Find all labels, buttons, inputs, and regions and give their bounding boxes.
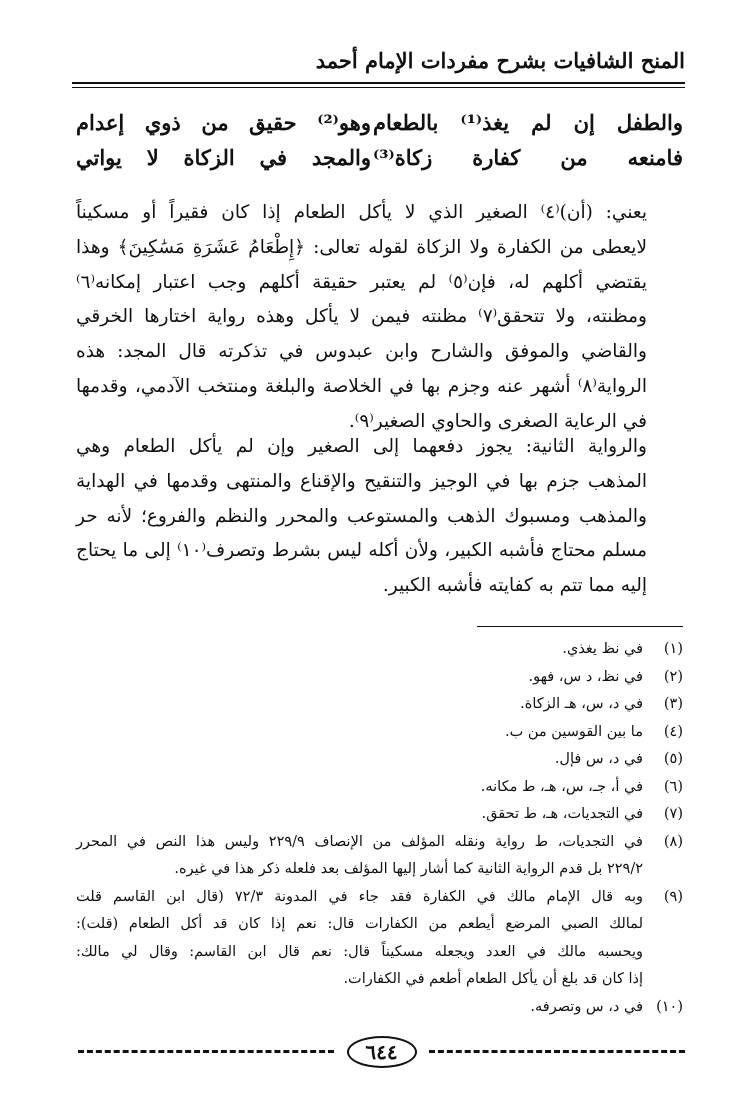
footnote-text: وبه قال الإمام مالك في الكفارة فقد جاء في المدونة ٧٢/٣ (قال ابن القاسم قلت xyxy=(76,888,643,905)
page-footer xyxy=(78,1036,685,1066)
text-line: يقتضي أكلهم له، فإن⁽٥⁾ لم يعتبر حقيقة أكلهم وجب اعتبار إمكانه⁽٦⁾ xyxy=(76,271,647,293)
footnote-text: في نظ، د س، فهو. xyxy=(528,668,643,685)
footnote-number: (٥) xyxy=(663,751,683,767)
footnote-number: (١٠) xyxy=(656,998,683,1015)
verse-hemistich-second: والمجد في الزكاة لا يواتي xyxy=(76,145,371,170)
footnote-number: (٦) xyxy=(663,778,683,795)
footnote xyxy=(76,636,683,664)
footnote xyxy=(76,774,683,802)
text-line: المذهب جزم بها في الوجيز والتنقيح والإقناع والمنتهى وقدمها في الهداية xyxy=(76,470,647,492)
text-line: إليه مما تتم به كفايته فأشبه الكبير. xyxy=(382,575,647,597)
footnote-number: (١) xyxy=(663,641,683,657)
footnote-text: في نظ يغذي. xyxy=(562,641,643,657)
footnotes xyxy=(76,636,683,1021)
footnote-number: (٤) xyxy=(663,723,683,740)
text-line: الرواية⁽٨⁾ أشهر عنه وجزم بها في الخلاصة والبلغة ومنتخب الآدمي، وقدمها xyxy=(76,375,647,397)
text-line: ومظنته، ولا تتحقق⁽٧⁾ مظنته فيمن لا يأكل وهذه رواية اختارها الخرقي xyxy=(76,306,647,328)
footnote-number: (٣) xyxy=(663,696,683,712)
page-number: ٦٤٤ xyxy=(347,1036,417,1068)
text-line: والمذهب ومسبوك الذهب والمستوعب والمحرر والنظم والفروع؛ لأنه حر xyxy=(76,505,647,527)
text-line: في الرعاية الصغرى والحاوي الصغير⁽٩⁾. xyxy=(348,410,647,432)
header-rule xyxy=(72,82,685,84)
footnote-text: ما بين القوسين من ب. xyxy=(505,723,643,740)
text-line: والرواية الثانية: يجوز دفعهما إلى الصغير وإن لم يأكل الطعام وهي xyxy=(76,436,647,457)
verse-hemistich-first: والطفل إن لم يغذ⁽¹⁾ بالطعام xyxy=(373,110,683,135)
footnote-text: في د، س فإل. xyxy=(554,751,643,767)
footnote-text: إذا كان قد بلغ أن يأكل الطعام أطعم في الكفارات. xyxy=(343,971,643,987)
header-rule-thin xyxy=(72,87,685,88)
footnote-text: في د، س، هـ الزكاة. xyxy=(520,696,643,712)
footnote-text: ٢٢٩/٢ بل قدم الرواية الثانية كما أشار إليها المؤلف بعد فلعله ذكر هذا في غيره. xyxy=(174,861,643,877)
verse-hemistich-first: فامنعه من كفارة زكاة⁽³⁾ xyxy=(373,145,683,170)
footnote-text: ويحسبه مالك في العدد ويجعله مسكيناً قال: نعم قال ابن القاسم: وقال لي مالك: xyxy=(76,943,643,960)
footnote-separator xyxy=(477,626,683,627)
footnote-text: لمالك الصبي المرضع أيطعم من الكفارات قال: نعم إذا كان قد أكل الطعام (قلت): xyxy=(76,916,643,932)
footnote xyxy=(76,994,683,1022)
text-line: لايعطى من الكفارة ولا الزكاة لقوله تعالى: ﴿إِطْعَامُ عَشَرَةِ مَسَٰكِينَ﴾ وهذا xyxy=(76,236,647,258)
text-line: والقاضي والموفق والشارح وابن عبدوس في تذكرته قال المجد: هذه xyxy=(76,341,647,363)
footnote xyxy=(76,664,683,692)
verse-hemistich-second: وهو⁽²⁾ حقيق من ذوي إعدام xyxy=(76,110,371,135)
footer-dashed-rule-left xyxy=(78,1050,334,1053)
footnote-number: (٩) xyxy=(663,888,683,905)
footnote-number: (٨) xyxy=(663,833,683,850)
footnote xyxy=(76,801,683,829)
footnote-text: في د، س وتصرفه. xyxy=(530,998,643,1015)
footnote xyxy=(76,746,683,774)
footnote xyxy=(76,884,683,994)
footnote-number: (٧) xyxy=(663,806,683,822)
footnote-text: في التجديات، هـ، ط تحقق. xyxy=(481,806,643,822)
running-header: المنح الشافيات بشرح مفردات الإمام أحمد xyxy=(315,48,685,73)
footnote xyxy=(76,691,683,719)
commentary-paragraph-1 xyxy=(76,196,683,440)
commentary-paragraph-2 xyxy=(76,430,683,604)
text-line: مسلم محتاج فأشبه الكبير، ولأن أكله ليس بشرط وتصرف⁽١٠⁾ إلى ما يحتاج xyxy=(76,540,647,562)
footnote-text: في التجديات، ط رواية ونقله المؤلف من الإنصاف ٢٢٩/٩ وليس هذا النص في المحرر xyxy=(76,833,643,850)
footnote-number: (٢) xyxy=(663,668,683,685)
footer-dashed-rule-right xyxy=(429,1050,685,1053)
footnote xyxy=(76,719,683,747)
footnote xyxy=(76,829,683,884)
text-line: يعني: (أن)⁽٤⁾ الصغير الذي لا يأكل الطعام إذا كان فقيراً أو مسكيناً xyxy=(76,202,647,223)
footnote-text: في أ، جـ، س، هـ، ط مكانه. xyxy=(480,778,643,795)
